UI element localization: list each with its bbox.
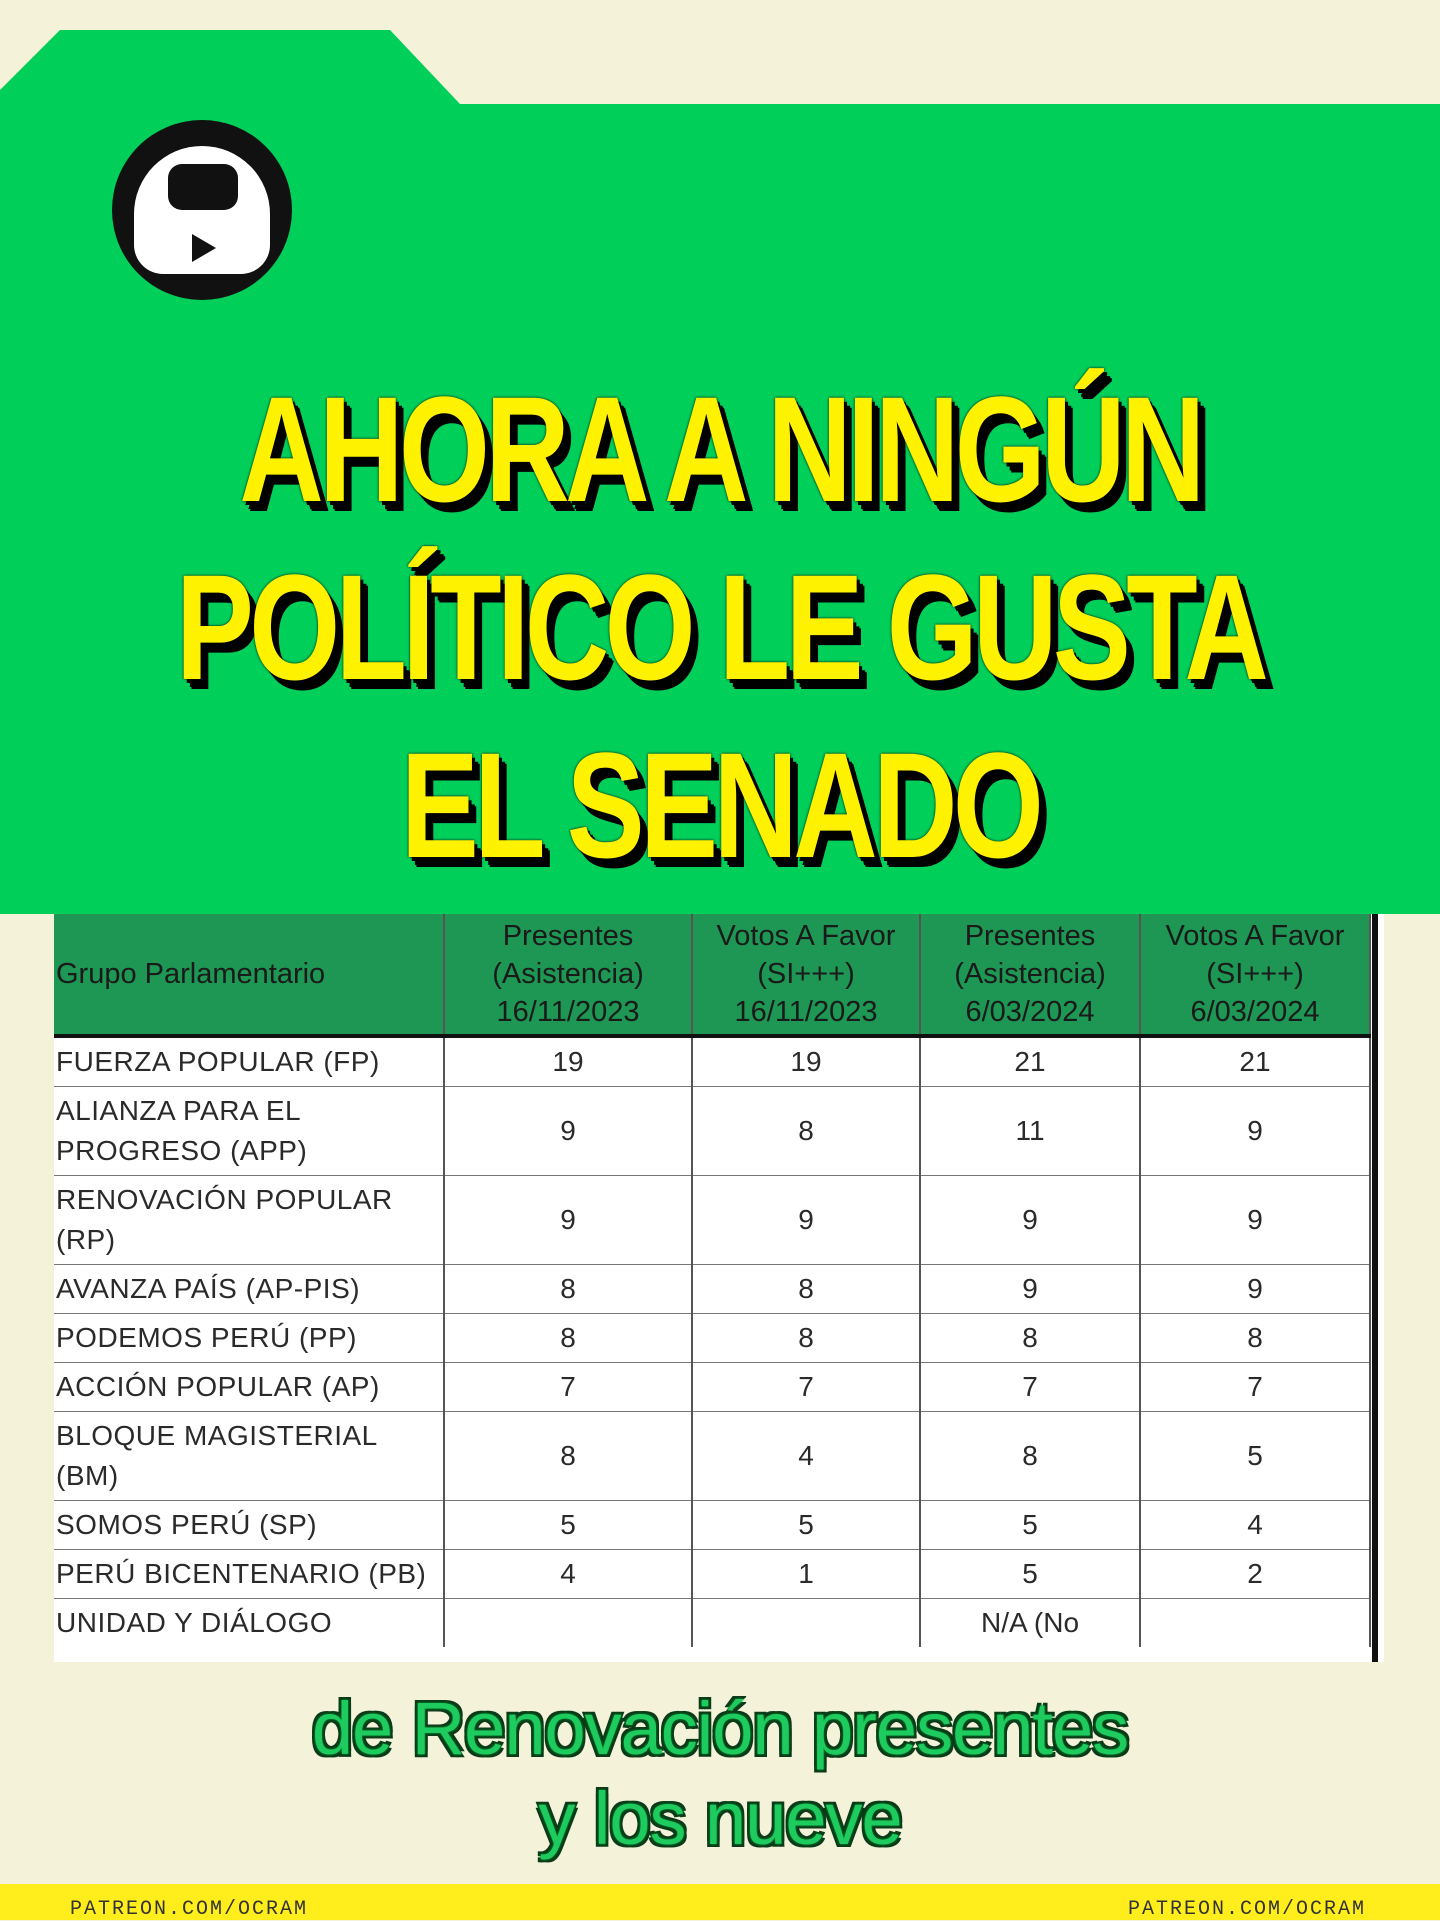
cell-value: 9 [1140, 1176, 1370, 1265]
cell-value: 9 [444, 1087, 692, 1176]
cell-value: 19 [444, 1036, 692, 1087]
party-name: RENOVACIÓN POPULAR (RP) [54, 1176, 444, 1265]
party-name: ACCIÓN POPULAR (AP) [54, 1363, 444, 1412]
cell-value: 8 [692, 1087, 920, 1176]
cell-value: 19 [692, 1036, 920, 1087]
table-row [54, 1314, 1370, 1363]
cell-value: 5 [920, 1501, 1140, 1550]
table-row [54, 1599, 1370, 1648]
cell-value: 11 [920, 1087, 1140, 1176]
vote-table [54, 914, 1371, 1647]
cell-value: 9 [920, 1176, 1140, 1265]
cell-value: 5 [920, 1550, 1140, 1599]
headline-line-1: AHORA A NINGÚN [239, 365, 1201, 533]
headline [158, 360, 1281, 894]
cell-value [692, 1599, 920, 1648]
cell-value: 4 [444, 1550, 692, 1599]
table-row [54, 1087, 1370, 1176]
cell-value: 4 [692, 1412, 920, 1501]
party-name: UNIDAD Y DIÁLOGO [54, 1599, 444, 1648]
cell-value: 8 [444, 1314, 692, 1363]
header-presentes-2023: Presentes (Asistencia) 16/11/2023 [444, 914, 692, 1036]
table-row [54, 1176, 1370, 1265]
cell-value: 5 [1140, 1412, 1370, 1501]
cell-value: 9 [1140, 1087, 1370, 1176]
party-name: BLOQUE MAGISTERIAL (BM) [54, 1412, 444, 1501]
cell-value: 7 [444, 1363, 692, 1412]
table-header-row [54, 914, 1370, 1036]
cell-value: 4 [1140, 1501, 1370, 1550]
cell-value: 8 [444, 1265, 692, 1314]
robot-play-logo-icon [112, 120, 292, 300]
table-row [54, 1501, 1370, 1550]
cell-value: 8 [692, 1314, 920, 1363]
party-name: PODEMOS PERÚ (PP) [54, 1314, 444, 1363]
cell-value: 7 [920, 1363, 1140, 1412]
cell-value: 8 [920, 1412, 1140, 1501]
cell-value: 21 [1140, 1036, 1370, 1087]
cell-value: 9 [1140, 1265, 1370, 1314]
headline-line-3: EL SENADO [400, 721, 1040, 889]
cell-value: 5 [692, 1501, 920, 1550]
cell-value: 9 [920, 1265, 1140, 1314]
header-votos-2024: Votos A Favor (SI+++) 6/03/2024 [1140, 914, 1370, 1036]
cell-value: 8 [920, 1314, 1140, 1363]
cell-value: 5 [444, 1501, 692, 1550]
header-presentes-2024: Presentes (Asistencia) 6/03/2024 [920, 914, 1140, 1036]
logo-play-icon [192, 234, 216, 262]
table-row [54, 1363, 1370, 1412]
cell-value: 7 [692, 1363, 920, 1412]
table-row [54, 1036, 1370, 1087]
cell-value: 8 [1140, 1314, 1370, 1363]
cell-value: 8 [444, 1412, 692, 1501]
logo-robot-head [134, 146, 270, 274]
party-name: AVANZA PAÍS (AP-PIS) [54, 1265, 444, 1314]
headline-line-2: POLÍTICO LE GUSTA [175, 543, 1265, 711]
header-votos-2023: Votos A Favor (SI+++) 16/11/2023 [692, 914, 920, 1036]
caption-line-1: de Renovación presentes [311, 1687, 1129, 1770]
table-row [54, 1550, 1370, 1599]
cell-value: 7 [1140, 1363, 1370, 1412]
cell-value [1140, 1599, 1370, 1648]
cell-value: 2 [1140, 1550, 1370, 1599]
caption-subtitle [0, 1684, 1440, 1864]
table-right-border [1372, 914, 1378, 1662]
cell-value: 1 [692, 1550, 920, 1599]
cell-value: 9 [692, 1176, 920, 1265]
cell-value: 9 [444, 1176, 692, 1265]
party-name: ALIANZA PARA EL PROGRESO (APP) [54, 1087, 444, 1176]
vote-table-container [54, 914, 1384, 1662]
footer-patreon-left: PATREON.COM/OCRAM [70, 1898, 309, 1921]
cell-value: N/A (No [920, 1599, 1140, 1648]
table-row [54, 1412, 1370, 1501]
cell-value: 21 [920, 1036, 1140, 1087]
party-name: PERÚ BICENTENARIO (PB) [54, 1550, 444, 1599]
footer-patreon-right: PATREON.COM/OCRAM [1128, 1898, 1367, 1921]
cell-value [444, 1599, 692, 1648]
party-name: FUERZA POPULAR (FP) [54, 1036, 444, 1087]
caption-line-2: y los nueve [538, 1777, 902, 1860]
logo-visor [168, 164, 238, 210]
table-row [54, 1265, 1370, 1314]
footer-bar [0, 1884, 1440, 1920]
header-grupo: Grupo Parlamentario [54, 914, 444, 1036]
cell-value: 8 [692, 1265, 920, 1314]
party-name: SOMOS PERÚ (SP) [54, 1501, 444, 1550]
